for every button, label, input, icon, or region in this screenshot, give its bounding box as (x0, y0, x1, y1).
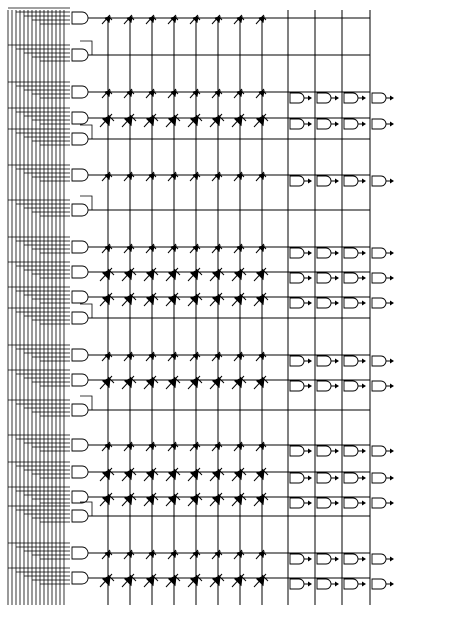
diode-icon (232, 376, 246, 389)
output-arrow-icon (362, 384, 366, 389)
output-arrow-icon (335, 276, 339, 281)
and-gate-icon (317, 248, 331, 258)
diode-icon (102, 550, 112, 559)
output-arrow-icon (362, 449, 366, 454)
diode-icon (100, 268, 114, 281)
and-gate-icon (317, 356, 331, 366)
diode-icon (166, 114, 180, 127)
and-gate-icon (290, 119, 304, 129)
circuit-row (8, 396, 370, 416)
circuit-row (8, 125, 370, 145)
diode-icon (100, 493, 114, 506)
circuit-row (8, 543, 394, 564)
diode-icon (102, 172, 112, 181)
and-gate-icon (72, 86, 88, 98)
output-arrow-icon (390, 449, 394, 454)
diode-icon (100, 376, 114, 389)
output-arrow-icon (362, 122, 366, 127)
diode-icon (254, 574, 268, 587)
diode-icon (188, 268, 202, 281)
and-gate-icon (72, 404, 88, 416)
diode-icon (210, 493, 224, 506)
diode-icon (210, 293, 224, 306)
output-arrow-icon (362, 476, 366, 481)
and-gate-icon (344, 356, 358, 366)
and-gate-icon (317, 273, 331, 283)
diode-icon (124, 15, 134, 24)
and-gate-icon (344, 176, 358, 186)
diode-icon (144, 293, 158, 306)
diode-icon (146, 89, 156, 98)
diode-icon (168, 89, 178, 98)
output-arrow-icon (362, 301, 366, 306)
output-arrow-icon (335, 359, 339, 364)
output-arrow-icon (390, 122, 394, 127)
diode-icon (232, 493, 246, 506)
output-arrow-icon (335, 122, 339, 127)
and-gate-icon (72, 439, 88, 451)
circuit-row (8, 165, 394, 186)
and-gate-icon (72, 266, 88, 278)
diode-icon (212, 89, 222, 98)
diode-icon (190, 550, 200, 559)
circuit-row (8, 568, 394, 589)
and-gate-icon (72, 572, 88, 584)
diode-icon (234, 550, 244, 559)
and-gate-icon (72, 291, 88, 303)
output-arrow-icon (362, 96, 366, 101)
and-gate-icon (72, 466, 88, 478)
output-arrow-icon (308, 359, 312, 364)
diode-icon (166, 574, 180, 587)
diode-icon (188, 376, 202, 389)
diode-icon (212, 172, 222, 181)
diode-icon (234, 442, 244, 451)
diode-icon (122, 468, 136, 481)
and-gate-icon (290, 248, 304, 258)
output-arrow-icon (390, 179, 394, 184)
and-gate-icon (372, 579, 386, 589)
diode-icon (212, 15, 222, 24)
diode-icon (144, 268, 158, 281)
circuit-row (8, 82, 394, 103)
diode-icon (234, 89, 244, 98)
circuit-rows (8, 8, 394, 589)
diode-icon (256, 442, 266, 451)
and-gate-icon (290, 579, 304, 589)
output-arrow-icon (335, 582, 339, 587)
diode-icon (232, 293, 246, 306)
output-arrow-icon (335, 301, 339, 306)
output-arrow-icon (390, 476, 394, 481)
diode-icon (144, 114, 158, 127)
and-gate-icon (290, 498, 304, 508)
diode-icon (254, 268, 268, 281)
and-gate-icon (317, 93, 331, 103)
circuit-row (8, 287, 394, 308)
output-arrow-icon (390, 582, 394, 587)
and-gate-icon (344, 446, 358, 456)
and-gate-icon (372, 176, 386, 186)
diode-icon (144, 574, 158, 587)
diode-icon (210, 114, 224, 127)
output-arrow-icon (390, 501, 394, 506)
and-gate-icon (372, 248, 386, 258)
diode-icon (232, 468, 246, 481)
and-gate-icon (290, 176, 304, 186)
and-gate-icon (372, 554, 386, 564)
diode-icon (100, 468, 114, 481)
diode-icon (256, 352, 266, 361)
diode-icon (212, 352, 222, 361)
diode-icon (256, 15, 266, 24)
diode-icon (254, 376, 268, 389)
circuit-row (8, 237, 394, 258)
and-gate-icon (317, 446, 331, 456)
diode-icon (168, 15, 178, 24)
and-gate-icon (317, 579, 331, 589)
output-arrow-icon (390, 276, 394, 281)
and-gate-icon (72, 312, 88, 324)
output-arrow-icon (335, 501, 339, 506)
diode-icon (122, 114, 136, 127)
and-gate-icon (344, 381, 358, 391)
diode-icon (190, 172, 200, 181)
diode-icon (102, 244, 112, 253)
output-arrow-icon (335, 179, 339, 184)
diode-icon (124, 442, 134, 451)
diode-icon (190, 244, 200, 253)
diode-icon (210, 376, 224, 389)
output-arrow-icon (362, 582, 366, 587)
output-arrow-icon (308, 179, 312, 184)
diode-icon (124, 352, 134, 361)
output-arrow-icon (390, 301, 394, 306)
and-gate-icon (72, 374, 88, 386)
output-arrow-icon (308, 276, 312, 281)
output-arrow-icon (390, 557, 394, 562)
output-arrow-icon (362, 557, 366, 562)
and-gate-icon (317, 176, 331, 186)
and-gate-icon (290, 298, 304, 308)
and-gate-icon (72, 169, 88, 181)
diode-icon (254, 293, 268, 306)
diode-icon (188, 493, 202, 506)
and-gate-icon (344, 248, 358, 258)
diode-icon (254, 114, 268, 127)
and-gate-icon (372, 356, 386, 366)
diode-icon (102, 442, 112, 451)
output-arrow-icon (308, 96, 312, 101)
diode-icon (256, 172, 266, 181)
diode-icon (122, 268, 136, 281)
diode-icon (256, 550, 266, 559)
diode-icon (190, 89, 200, 98)
and-gate-icon (372, 498, 386, 508)
and-gate-icon (290, 273, 304, 283)
diode-icon (232, 268, 246, 281)
diode-icon (102, 15, 112, 24)
diode-icon (256, 89, 266, 98)
diode-icon (254, 493, 268, 506)
diode-icon (166, 293, 180, 306)
diode-icon (144, 376, 158, 389)
diode-icon (188, 114, 202, 127)
and-gate-icon (344, 273, 358, 283)
output-arrow-icon (335, 96, 339, 101)
diode-icon (168, 442, 178, 451)
diode-icon (166, 376, 180, 389)
and-gate-icon (290, 446, 304, 456)
output-arrow-icon (362, 251, 366, 256)
diode-icon (144, 493, 158, 506)
diode-icon (254, 468, 268, 481)
diode-icon (234, 244, 244, 253)
and-gate-icon (72, 12, 88, 24)
diode-icon (166, 493, 180, 506)
and-gate-icon (72, 547, 88, 559)
diode-icon (190, 15, 200, 24)
and-gate-icon (290, 381, 304, 391)
diode-icon (146, 15, 156, 24)
diode-icon (168, 172, 178, 181)
diode-icon (234, 15, 244, 24)
diode-icon (168, 244, 178, 253)
diode-icon (124, 89, 134, 98)
and-gate-icon (372, 298, 386, 308)
circuit-row (8, 262, 394, 283)
diode-icon (100, 574, 114, 587)
output-arrow-icon (362, 501, 366, 506)
diode-icon (210, 574, 224, 587)
circuit-row (8, 108, 394, 129)
and-gate-icon (290, 554, 304, 564)
output-arrow-icon (362, 276, 366, 281)
diode-icon (166, 268, 180, 281)
circuit-row (8, 41, 370, 61)
diode-icon (168, 550, 178, 559)
and-gate-icon (72, 49, 88, 61)
output-arrow-icon (308, 476, 312, 481)
diode-icon (188, 468, 202, 481)
and-gate-icon (290, 473, 304, 483)
diode-icon (102, 89, 112, 98)
circuit-row (8, 345, 394, 366)
and-gate-icon (317, 119, 331, 129)
and-gate-icon (344, 473, 358, 483)
and-gate-icon (72, 349, 88, 361)
and-gate-icon (372, 119, 386, 129)
and-gate-icon (72, 112, 88, 124)
and-gate-icon (317, 381, 331, 391)
output-arrow-icon (308, 251, 312, 256)
diode-icon (188, 293, 202, 306)
and-gate-icon (372, 473, 386, 483)
circuit-row (8, 462, 394, 483)
and-gate-icon (344, 498, 358, 508)
and-gate-icon (72, 510, 88, 522)
diode-icon (210, 268, 224, 281)
diode-icon (190, 442, 200, 451)
diode-matrix-columns (108, 18, 262, 605)
circuit-row (8, 370, 394, 391)
and-gate-icon (317, 473, 331, 483)
and-gate-icon (72, 133, 88, 145)
diode-icon (234, 352, 244, 361)
diode-icon (122, 293, 136, 306)
and-gate-icon (72, 204, 88, 216)
diode-icon (122, 493, 136, 506)
diode-icon (146, 352, 156, 361)
output-arrow-icon (390, 384, 394, 389)
diode-icon (102, 352, 112, 361)
diode-icon (146, 244, 156, 253)
and-gate-icon (344, 93, 358, 103)
and-gate-icon (290, 93, 304, 103)
diode-icon (122, 574, 136, 587)
diode-icon (168, 352, 178, 361)
and-gate-icon (344, 298, 358, 308)
and-gate-icon (372, 93, 386, 103)
diode-icon (188, 574, 202, 587)
and-gate-icon (72, 241, 88, 253)
output-arrow-icon (308, 501, 312, 506)
diode-icon (190, 352, 200, 361)
diode-icon (256, 244, 266, 253)
input-bus (8, 10, 64, 605)
and-gate-icon (372, 273, 386, 283)
output-arrow-icon (362, 179, 366, 184)
diode-icon (166, 468, 180, 481)
circuit-row (8, 435, 394, 456)
output-arrow-icon (390, 359, 394, 364)
output-arrow-icon (335, 384, 339, 389)
and-gate-icon (72, 491, 88, 503)
output-arrow-icon (308, 582, 312, 587)
and-gate-icon (344, 554, 358, 564)
output-arrow-icon (308, 122, 312, 127)
and-gate-icon (372, 446, 386, 456)
diode-icon (212, 550, 222, 559)
output-arrow-icon (390, 251, 394, 256)
diode-icon (234, 172, 244, 181)
circuit-row (8, 487, 394, 508)
diode-icon (146, 172, 156, 181)
diode-icon (146, 550, 156, 559)
and-gate-icon (317, 498, 331, 508)
and-gate-icon (372, 381, 386, 391)
output-arrow-icon (335, 557, 339, 562)
and-gate-icon (290, 356, 304, 366)
and-gate-icon (317, 298, 331, 308)
output-arrow-icon (390, 96, 394, 101)
diode-icon (232, 574, 246, 587)
diode-icon (144, 468, 158, 481)
diode-icon (100, 114, 114, 127)
diode-icon (232, 114, 246, 127)
diode-icon (124, 550, 134, 559)
output-arrow-icon (308, 449, 312, 454)
and-gate-icon (344, 119, 358, 129)
diode-icon (146, 442, 156, 451)
and-gate-icon (344, 579, 358, 589)
and-gate-icon (317, 554, 331, 564)
diode-icon (124, 172, 134, 181)
diode-icon (212, 244, 222, 253)
output-arrow-icon (335, 449, 339, 454)
output-arrow-icon (308, 557, 312, 562)
output-arrow-icon (308, 384, 312, 389)
diode-icon (124, 244, 134, 253)
output-arrow-icon (335, 251, 339, 256)
output-arrow-icon (308, 301, 312, 306)
circuit-row (8, 8, 370, 24)
diode-icon (212, 442, 222, 451)
diode-icon (100, 293, 114, 306)
circuit-row (8, 196, 370, 216)
output-arrow-icon (335, 476, 339, 481)
output-arrow-icon (362, 359, 366, 364)
diode-icon (122, 376, 136, 389)
circuit-row (8, 304, 370, 324)
diode-icon (210, 468, 224, 481)
